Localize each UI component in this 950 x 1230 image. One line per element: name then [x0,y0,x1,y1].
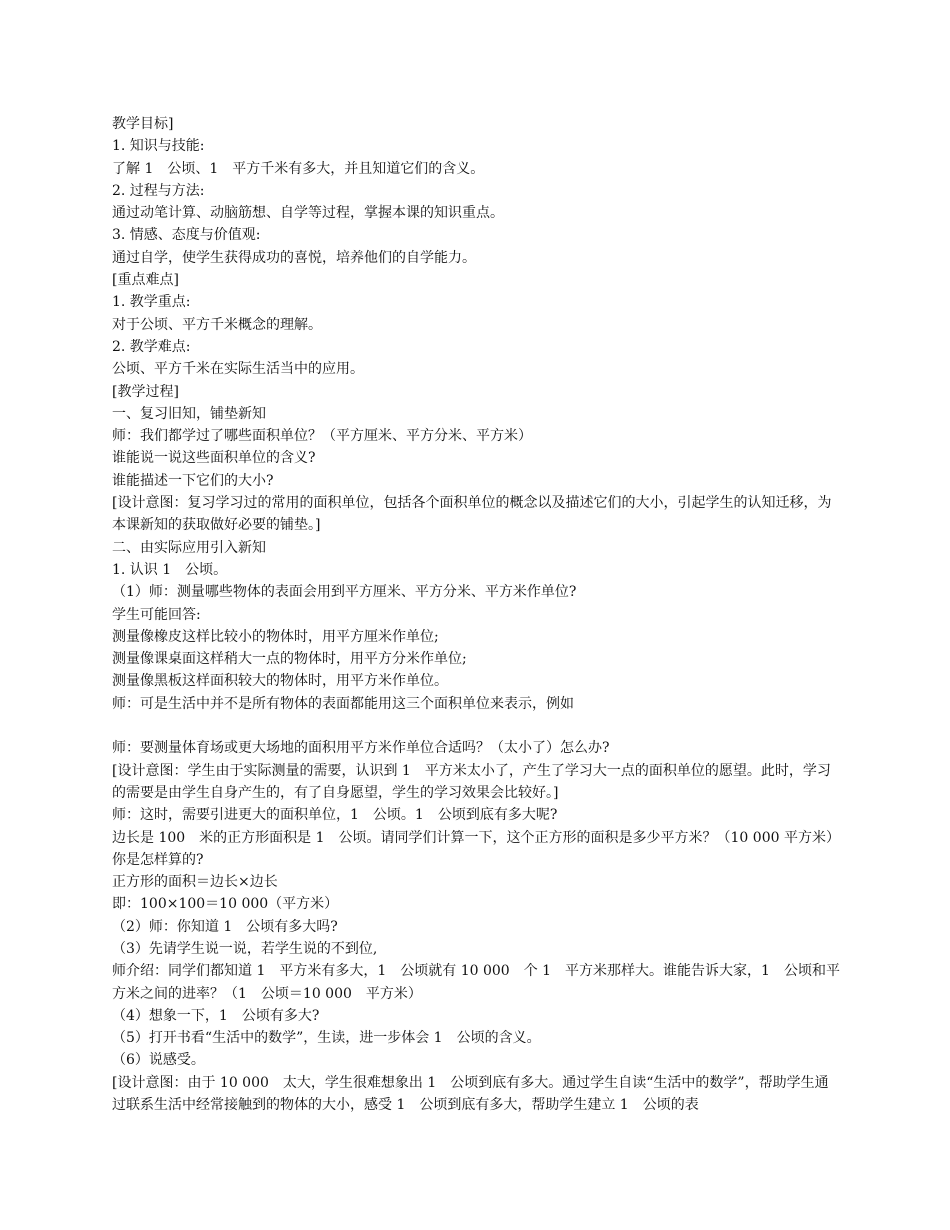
difficulty-heading: 2. 教学难点: [112,338,191,355]
objective-heading-knowledge: 1. 知识与技能: [112,138,205,155]
text-line: （1）师：测量哪些物体的表面会用到平方厘米、平方分米、平方米作单位? [112,584,577,601]
text-line: 测量像课桌面这样稍大一点的物体时，用平方分米作单位; [112,651,467,668]
text-line: 师：这时，需要引进更大的面积单位，1 公顷。1 公顷到底有多大呢? [112,807,558,824]
text-line: （5）打开书看“生活中的数学”，生读，进一步体会 1 公顷的含义。 [112,1030,541,1047]
blank-line [112,715,842,737]
text-line: 师：可是生活中并不是所有物体的表面都能用这三个面积单位来表示，例如 [112,695,574,712]
text-line: 谁能说一说这些面积单位的含义? [112,450,316,467]
text-line: （4）想象一下，1 公顷有多大? [112,1007,320,1024]
text-line: 师介绍：同学们都知道 1 平方米有多大，1 公顷就有 10 000 个 1 平方米那样大。谁能告诉大家，1 公顷和平方米之间的进率？（1 公顷＝10 000 平方米） [112,963,840,1002]
text-line: （3）先请学生说一说，若学生说的不到位, [112,940,378,957]
text-line: 边长是 100 米的正方形面积是 1 公顷。请同学们计算一下，这个正方形的面积是多少平方米？（10 000 平方米）你是怎样算的? [112,829,840,868]
formula-line: 即：100×100＝10 000（平方米） [112,896,339,913]
step-heading-introduce: 二、由实际应用引入新知 [112,539,266,556]
text-line: 通过自学，使学生获得成功的喜悦，培养他们的自学能力。 [112,249,476,266]
text-line: 对于公顷、平方千米概念的理解。 [112,316,322,333]
text-line: 学生可能回答: [112,606,201,623]
formula-line: 正方形的面积＝边长×边长 [112,874,278,891]
design-intent-note: [设计意图：由于 10 000 太大，学生很难想象出 1 公顷到底有多大。通过学生自读“生活中的数学”，帮助学生通过联系生活中经常接触到的物体的大小，感受 1 公顷到底有多大，帮助学生建立 1 公顷的表 [112,1074,829,1114]
objective-heading-attitude: 3. 情感、态度与价值观: [112,227,261,244]
design-intent-note: [设计意图：复习学习过的常用的面积单位，包括各个面积单位的概念以及描述它们的大小，引起学生的认知迁移，为本课新知的获取做好必要的铺垫。] [112,495,832,534]
design-intent-note: [设计意图：学生由于实际测量的需要，认识到 1 平方米太小了，产生了学习大一点的面积单位的愿望。此时，学习的需要是由学生自身产生的，有了自身愿望，学生的学习效果会比较好。] [112,762,831,801]
text-line: 谁能描述一下它们的大小? [112,472,274,489]
section-heading-key-points: [重点难点] [112,272,179,289]
text-line: （2）师：你知道 1 公顷有多大吗? [112,918,338,935]
objective-heading-process: 2. 过程与方法: [112,182,205,199]
section-heading-objectives: 教学目标] [112,116,174,132]
text-line: 师：要测量体育场或更大场地的面积用平方米作单位合适吗？（太小了）怎么办? [112,740,610,757]
text-line: 通过动笔计算、动脑筋想、自学等过程，掌握本课的知识重点。 [112,205,504,222]
text-line: 1. 认识 1 公顷。 [112,561,228,578]
key-point-heading: 1. 教学重点: [112,294,191,311]
text-line: 师：我们都学过了哪些面积单位？（平方厘米、平方分米、平方米） [112,428,532,445]
document-body [112,113,842,1116]
text-line: 测量像黑板这样面积较大的物体时，用平方米作单位。 [112,673,448,690]
text-line: （6）说感受。 [112,1052,205,1069]
step-heading-review: 一、复习旧知，铺垫新知 [112,405,266,422]
text-line: 测量像橡皮这样比较小的物体时，用平方厘米作单位; [112,628,439,645]
text-line: 公顷、平方千米在实际生活当中的应用。 [112,361,364,378]
section-heading-process: [教学过程] [112,383,179,400]
text-line: 了解 1 公顷、1 平方千米有多大，并且知道它们的含义。 [112,160,485,177]
